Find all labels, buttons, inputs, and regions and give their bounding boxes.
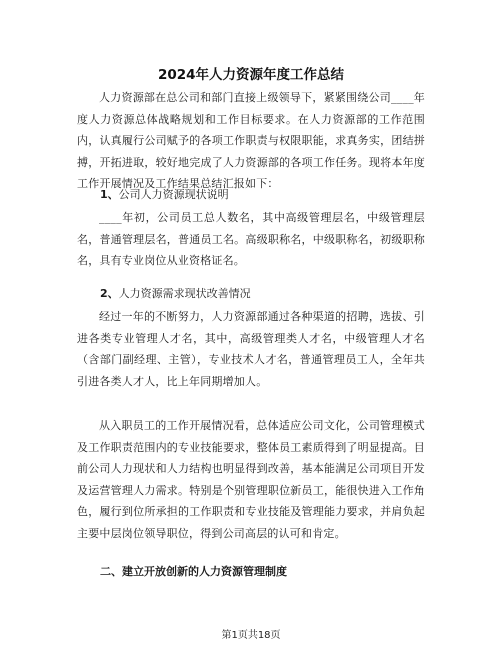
section-heading-2 (100, 285, 251, 301)
paragraph-status: ____年初，公司员工总人数名，其中高级管理层名，中级管理层名，普通管理层名，普通员工名。高级职称名，中级职称名，初级职称名，具有专业岗位从业资格证名。 (77, 211, 425, 268)
section-heading-1 (100, 186, 229, 202)
section-title: 公司人力资源现状说明 (118, 188, 229, 201)
document-title: 2024年人力资源年度工作总结 (157, 67, 345, 83)
section-number: 2、 (100, 287, 119, 300)
section-number: 1、 (100, 188, 119, 201)
page-indicator: 第1页共18页 (221, 630, 281, 641)
paragraph-recruitment: 经过一年的不断努力，人力资源部通过各种渠道的招聘，选拔、引进各类专业管理人才名，其中，高级管理类人才名，中级管理人才名（含部门副经理、主管），专业技术人才名，普通管理员工人，全年共引进各类人才人，比上年同期增加人。 (77, 310, 425, 388)
section-title: 人力资源需求现状改善情况 (118, 287, 251, 300)
section-heading-3: 二、建立开放创新的人力资源管理制度 (100, 565, 287, 578)
paragraph-evaluation: 从入职员工的工作开展情况看，总体适应公司文化，公司管理模式及工作职责范围内的专业技能要求，整体员工素质得到了明显提高。目前公司人力现状和人力结构也明显得到改善，基本能满足公司项目开发及运营管理人力需求。特别是个别管理职位新员工，能很快进入工作角色，履行到位所承担的工作职责和专业技能及管理能力要求，并肩负起主要中层岗位领导职位，得到公司高层的认可和肯定。 (77, 419, 425, 540)
paragraph-intro: 人力资源部在总公司和部门直接上级领导下，紧紧围绕公司____年度人力资源总体战略规划和工作目标要求。在人力资源部的工作范围内，认真履行公司赋予的各项工作职责与权限职能，求真务实，团结拼搏，开拓进取，较好地完成了人力资源部的各项工作任务。现将本年度工作开展情况及工作结果总结汇报如下： (77, 91, 425, 191)
